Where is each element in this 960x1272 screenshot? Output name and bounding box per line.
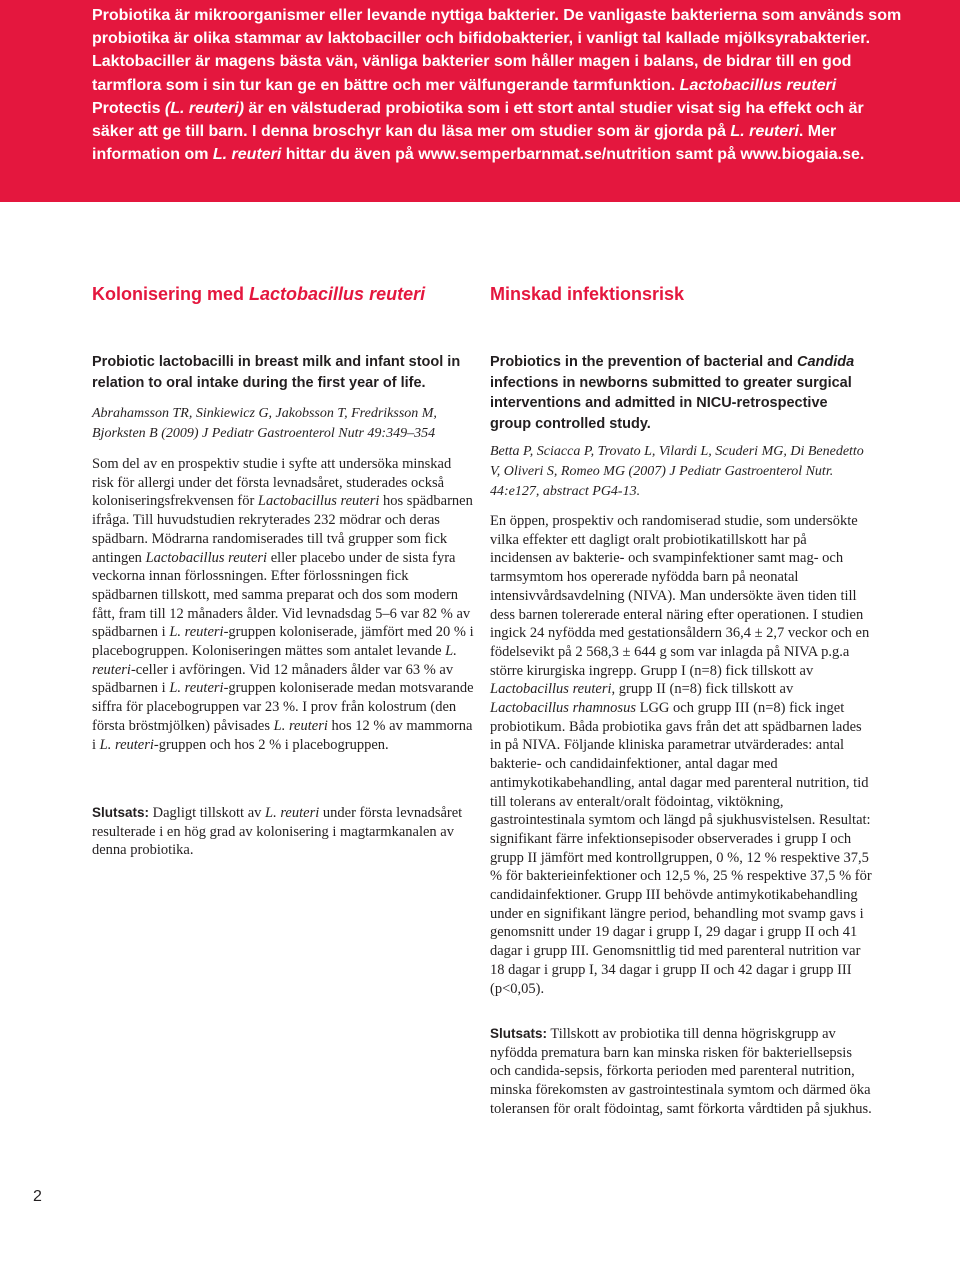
- intro-text: Probiotika är mikroorganismer eller levande nyttiga bakterier. De vanligaste bakterierna som används som probiotika är olika stammar av laktobaciller och bifidobakterier, i vanligt tal kallade mjölksyrabakterier. Laktobaciller är magens bästa vän, vänliga bakterier som håller magen i balans, de bidrar till en god tarmflora som i sin tur kan ge en bättre och mer välfungerande tarmfunktion. Lactobacillus reuteri Protectis (L. reuteri) är en välstuderad probiotika som i ett stort antal studier visat sig ha effekt och är säker att ge till barn. I denna broschyr kan du läsa mer om studier som är gjorda på L. reuteri. Mer information om L. reuteri hittar du även på www.semperbarnmat.se/nutrition samt på www.biogaia.se.: [92, 7, 902, 164]
- conclusion-label: Slutsats:: [92, 805, 150, 820]
- right-citation: Betta P, Sciacca P, Trovato L, Vilardi L, Scuderi MG, Di Benedetto V, Oliveri S, Romeo MG (2007) J Pediatr Gastroenterol Nutr. 44:e127, abstract PG4-13.: [490, 444, 864, 499]
- left-conclusion: Slutsats: Dagligt tillskott av L. reuteri under första levnadsåret resulterade i en hög grad av kolonisering i magtarmkanalen av denna probiotika.: [92, 805, 463, 859]
- right-study-body: En öppen, prospektiv och randomiserad studie, som undersökte vilka effekter ett dagligt oralt probiotikatillskott har på incidensen av bakterie- och svampinfektioner samt mag- och tarmsymtom hos opererade nyfödda barn på neonatal intensivvårdsavdelning (NIVA). Man undersökte även tiden till dess barnen tolererade enteral näring efter operationen. I studien ingick 24 nyfödda med gestationsåldern 36,4 ± 2,7 veckor och en födelsevikt på 2 568,3 ± 644 g som var inlagda på NIVA p.g.a större kirurgiska ingrepp. Grupp I (n=8) fick tillskott av Lactobacillus reuteri, grupp II (n=8) fick tillskott av Lactobacillus rhamnosus LGG och grupp III (n=8) fick inget probiotikum. Båda probiotika gavs från det att spädbarnen lades in på NIVA. Följande kliniska parametrar utvärderades: antal bakterie- och candidainfektioner, antal dagar med antimykotikabehandling, antal dagar med parenteral nutrition, tid till tolerans av enteralt/oralt födointag, viktökning, gastrointestinala symtom och längd på sjukhusvistelsen. Resultat: signifikant färre infektionsepisoder observerades i grupp I och grupp II jämfört med kontrollgruppen, 0 %, 12 % respektive 37,5 % för bakterieinfektioner och 12,5 %, 25 % respektive 37,5 % för candidainfektioner. Grupp III behövde antimykotikabehandling under en signifikant längre period, behandling mot svamp gavs i genomsnitt under 19 dagar i grupp I, 29 dagar i grupp II och 41 dagar i grupp III. Genomsnittlig tid med parenteral nutrition var 18 dagar i grupp I, 34 dagar i grupp II och 42 dagar i grupp III (p<0,05).: [490, 513, 872, 997]
- conclusion-label: Slutsats:: [490, 1026, 548, 1041]
- intro-banner: [0, 0, 960, 202]
- left-study-title: Probiotic lactobacilli in breast milk and infant stool in relation to oral intake during the first year of life.: [92, 354, 461, 391]
- right-conclusion: Slutsats: Tillskott av probiotika till denna högriskgrupp av nyfödda prematura barn kan minska risken för bakteriellsepsis och candida-sepsis, förkorta perioden med parenteral nutrition, minska förekomsten av gastrointestinala symtom och därmed öka toleransen för oralt födointag, samt förkorta vårdtiden på sjukhus.: [490, 1026, 872, 1117]
- left-citation: Abrahamsson TR, Sinkiewicz G, Jakobsson T, Fredriksson M, Bjorksten B (2009) J Pediatr Gastroenterol Nutr 49:349–354: [92, 406, 437, 441]
- right-study-title: Probiotics in the prevention of bacterial and Candida infections in newborns submitted to greater surgical interventions and admitted in NICU-retrospective group controlled study.: [490, 354, 855, 432]
- page-number: 2: [33, 1188, 42, 1205]
- left-heading: Kolonisering med Lactobacillus reuteri: [92, 284, 426, 304]
- left-study-body: Som del av en prospektiv studie i syfte att undersöka minskad risk för allergi under det första levnadsåret, studerades också koloniseringsfrekvensen för Lactobacillus reuteri hos spädbarnen ifråga. Till huvudstudien rekryterades 232 mödrar och deras spädbarn. Mödrarna randomiserades till två grupper som fick antingen Lactobacillus reuteri eller placebo under de sista fyra veckorna innan förlossningen. Efter förlossningen fick spädbarnen tillskott, med samma preparat och dos som modern fått, fram till 12 månaders ålder. Vid levnadsdag 5–6 var 82 % av spädbarnen i L. reuteri-gruppen koloniserade, jämfört med 20 % i placebogruppen. Koloniseringen mättes som antalet levande L. reuteri-celler i avföringen. Vid 12 månaders ålder var 63 % av spädbarnen i L. reuteri-gruppen koloniserade medan motsvarande siffra för placebogruppen var 23 %. I prov från kolostrum (den första bröstmjölken) påvisades L. reuteri hos 12 % av mammorna i L. reuteri-gruppen och hos 2 % i placebogruppen.: [92, 456, 474, 753]
- right-heading: Minskad infektionsrisk: [490, 284, 685, 304]
